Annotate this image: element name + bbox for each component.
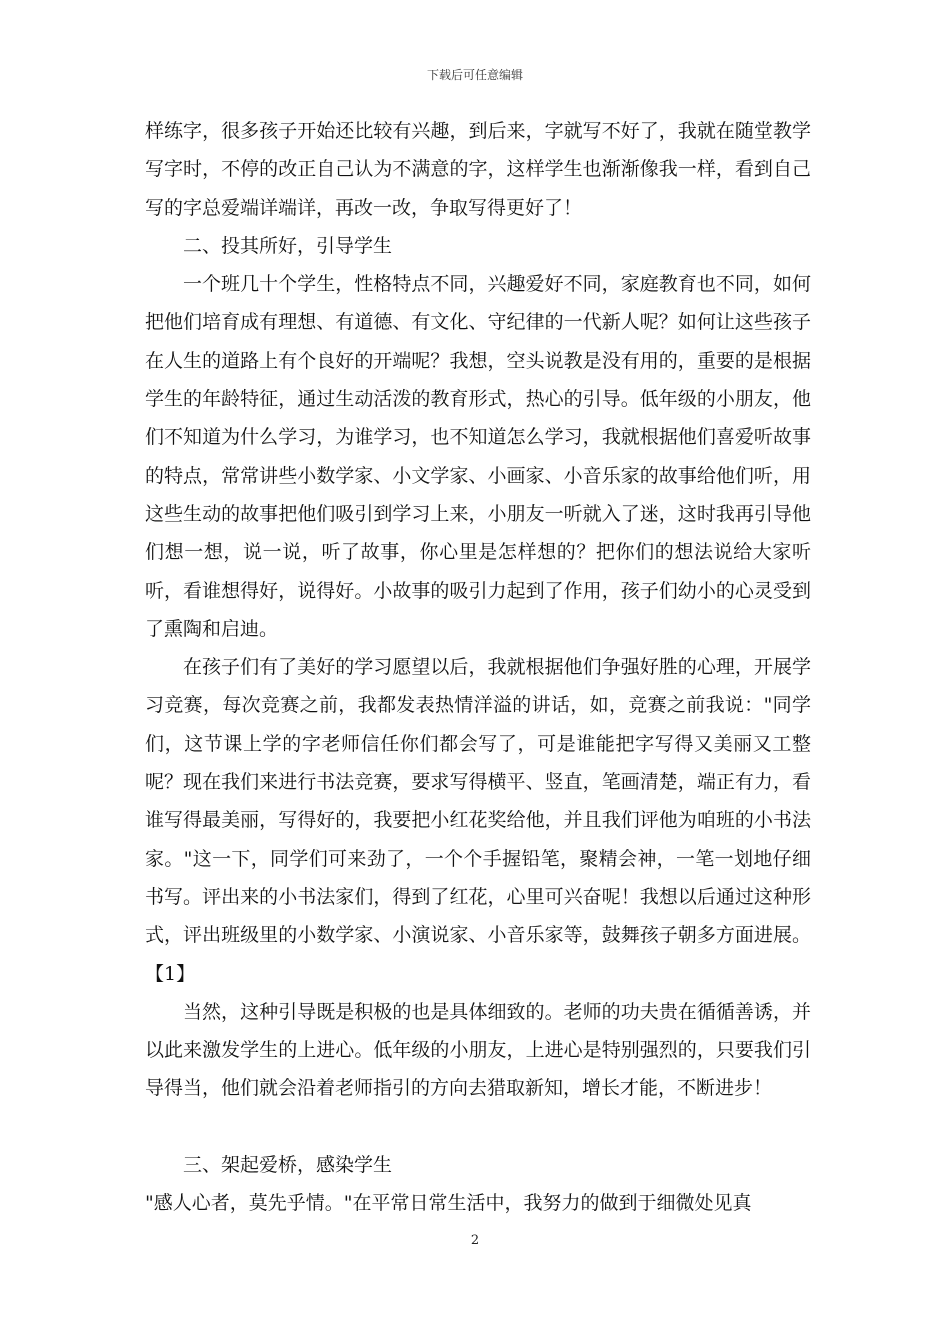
- paragraph-continuation: 样练字，很多孩子开始还比较有兴趣，到后来，字就写不好了，我就在随堂教学写字时，不停的改正自己认为不满意的字，这样学生也渐渐像我一样，看到自己写的字总爱端详端详，再改一改，争取写得更好了！: [145, 120, 811, 219]
- paragraph-competition: 在孩子们有了美好的学习愿望以后，我就根据他们争强好胜的心理，开展学习竞赛，每次竞赛之前，我都发表热情洋溢的讲话，如，竞赛之前我说："同学们，这节课上学的字老师信任你们都会写了，可是谁能把字写得又美丽又工整呢？现在我们来进行书法竞赛，要求写得横平、竖直，笔画清楚，端正有力，看谁写得最美丽，写得好的，我要把小红花奖给他，并且我们评他为咱班的小书法家。"这一下，同学们可来劲了，一个个手握铅笔，聚精会神，一笔一划地仔细书写。评出来的小书法家们，得到了红花，心里可兴奋呢！我想以后通过这种形式，评出班级里的小数学家、小演说家、小音乐家等，鼓舞孩子朝多方面进展。【1】: [145, 656, 811, 985]
- section-heading-2: 二、投其所好，引导学生: [183, 234, 393, 257]
- paragraph-encouragement: 当然，这种引导既是积极的也是具体细致的。老师的功夫贵在循循善诱，并以此来激发学生的上进心。低年级的小朋友，上进心是特别强烈的，只要我们引导得当，他们就会沿着老师指引的方向去猎取新知，增长才能，不断进步！: [145, 1000, 811, 1100]
- section-heading-3: 三、架起爱桥，感染学生: [183, 1153, 393, 1176]
- paragraph-emotion: "感人心者，莫先乎情。"在平常日常生活中，我努力的做到于细微处见真: [145, 1192, 752, 1215]
- page-header-note: 下载后可任意编辑: [426, 68, 523, 82]
- section-spacer: [145, 1108, 811, 1146]
- page-number: 2: [470, 1233, 480, 1248]
- paragraph-guidance: 一个班几十个学生，性格特点不同，兴趣爱好不同，家庭教育也不同，如何把他们培育成有理想、有道德、有文化、守纪律的一代新人呢？如何让这些孩子在人生的道路上有个良好的开端呢？我想，空头说教是没有用的，重要的是根据学生的年龄特征，通过生动活泼的教育形式，热心的引导。低年级的小朋友，他们不知道为什么学习，为谁学习，也不知道怎么学习，我就根据他们喜爱听故事的特点，常常讲些小数学家、小文学家、小画家、小音乐家的故事给他们听，用这些生动的故事把他们吸引到学习上来，小朋友一听就入了迷，这时我再引导他们想一想，说一说，听了故事，你心里是怎样想的？把你们的想法说给大家听听，看谁想得好，说得好。小故事的吸引力起到了作用，孩子们幼小的心灵受到了熏陶和启迪。: [145, 273, 811, 640]
- document-body: [145, 112, 811, 1222]
